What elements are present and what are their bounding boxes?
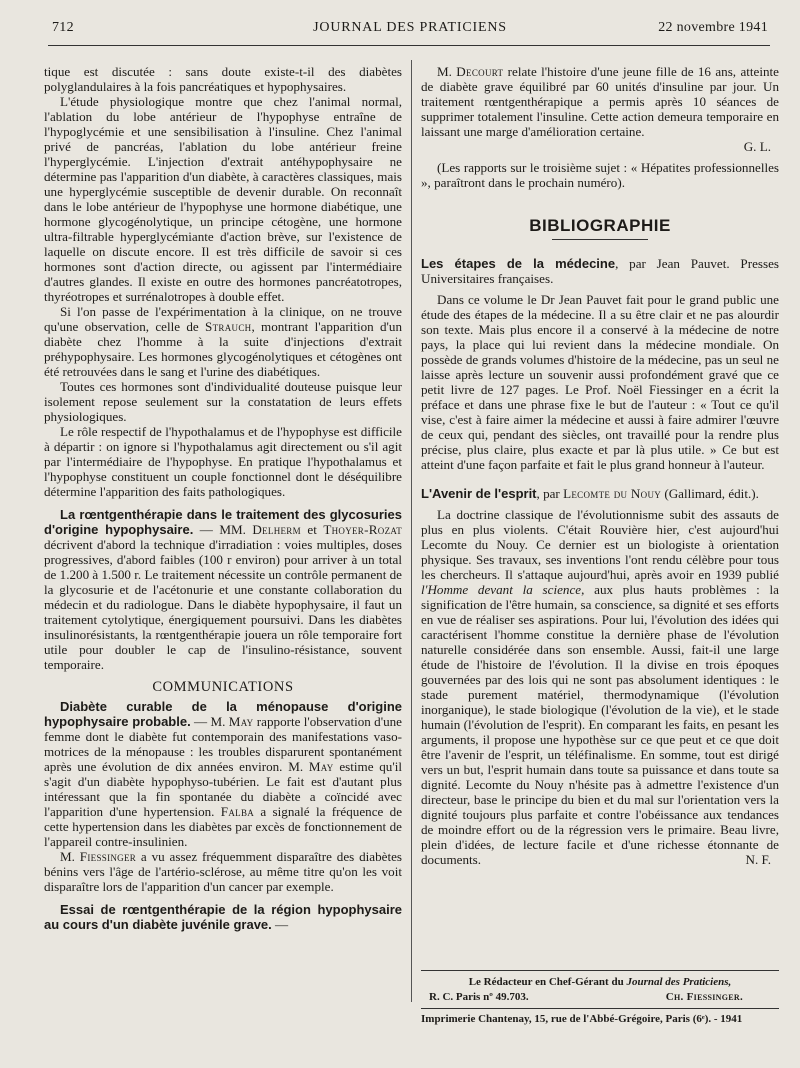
footer-rule-top [421, 970, 779, 971]
paragraph: Si l'on passe de l'expérimentation à la clinique, on ne trouve qu'une observation, celle de Strauch, montrant l'apparition d'un diabète chez l'homme à la suite d'injections d'extrait préhypophysaire. Les hormones glycogénolytiques et cétogènes ont été retrouvées dans le sang et l'urine des diabétiques. [44, 304, 402, 379]
paragraph: M. Fiessinger a vu assez fréquemment disparaître des diabètes bénins vers l'âge de l'artério-sclérose, au même titre qu'on les voit disparaître lors de l'apparition d'un cancer par exemple. [44, 849, 402, 894]
author-name: May [308, 759, 334, 774]
section-heading: Essai de rœntgenthérapie de la région hypophysaire au cours d'un diabète juvénile grave. [44, 902, 402, 932]
page-number: 712 [52, 20, 74, 35]
gerant-name: Ch. Fiessinger. [665, 991, 743, 1003]
section-heading: Diabète curable de la ménopause d'origine hypophysaire probable. [44, 699, 402, 729]
signature: N. F. [745, 852, 771, 867]
author-name: Strauch [205, 319, 252, 334]
paragraph: Dans ce volume le Dr Jean Pauvet fait pour le grand public une étude des étapes de la médecine. Il a su être clair et ne pas alourdir son texte. Mais plus encore il a conservé à la médecine de notre pays, la place qui lui revient dans la médecine mondiale. On possède de grands volumes d'histoire de la médecine, pas un seul ne laisse après lecture un souvenir aussi profondément gravé que ce petit livre de 127 pages. Le Prof. Noël Fiessinger en a écrit la préface et dans une phrase fixe le but de l'auteur : « Tout ce qu'il vise, c'est à faire aimer la médecine et aussi à faire admirer l'œuvre de ceux qui, pendant des siècles, ont travaillé pour la rendre plus précise, plus claire, plus exacte et par là plus utile. » Ce but est atteint d'une façon parfaite et fait le plus grand honneur à l'auteur. [421, 292, 779, 472]
right-column [421, 64, 779, 867]
paragraph: (Les rapports sur le troisième sujet : « Hépatites professionnelles », paraîtront dans le prochain numéro). [421, 160, 779, 190]
author-name: Falba [220, 804, 255, 819]
bibliography-title: BIBLIOGRAPHIE [529, 216, 671, 235]
printer-line: Imprimerie Chantenay, 15, rue de l'Abbé-Grégoire, Paris (6ᵉ). - 1941 [421, 1013, 743, 1025]
bibliography-rule [552, 239, 648, 240]
bibliography-header [421, 218, 779, 240]
book-entry: L'Avenir de l'esprit, par Lecomte du Nouy (Gallimard, édit.). [421, 486, 759, 501]
author-name: Lecomte du Nouy [563, 486, 662, 501]
paragraph: La rœntgenthérapie dans le traitement des glycosuries d'origine hypophysaire. — MM. Delherm et Thoyer-Rozat décrivent d'abord la technique d'irradiation : voies multiples, doses progressives, d'abord faibles (100 r environ) pour arriver à un total de 1.200 à 1.500 r. Le traitement nécessite un contrôle permanent de la glycosurie et de l'acétonurie et une constante collaboration du médecin et du radiologue. Dans le diabète hypophysaire, il faut un traitement cytolytique, énergiquement poursuivi. Dans les diabètes insulinorésistants, la rœntgenthérapie jouera un rôle temporaire fort utile pour doubler le cap de l'insulino-résistance, souvent temporaire. [44, 507, 402, 672]
section-heading: La rœntgenthérapie dans le traitement des glycosuries d'origine hypophysaire. [44, 507, 402, 537]
author-name: Fiessinger [79, 849, 137, 864]
author-name: May [228, 714, 254, 729]
journal-title: JOURNAL DES PRATICIENS [313, 20, 507, 35]
paragraph: Essai de rœntgenthérapie de la région hypophysaire au cours d'un diabète juvénile grave. — [44, 902, 402, 932]
signature: G. L. [743, 139, 771, 154]
paragraph: L'étude physiologique montre que chez l'animal normal, l'ablation du lobe antérieur de l'hypophyse entraîne de l'hypoglycémie et une sensibilisation à l'insuline. Chez l'animal privé de pancréas, l'ablation du lobe antérieur freine l'hyperglycémie. L'injection d'extrait antéhypophysaire ne détermine pas l'apparition d'un diabète, à caractères classiques, mais une hyperglycémie susceptible de devenir durable. On reconnaît dans le lobe antérieur de l'hypophyse une hormone diabétique, une hormone glycogénolytique, un principe cétogène, une hormone ultra-filtrable hyperglycémiante d'action brève, sur l'existence de laquelle on discute encore. Il est très difficile de savoir si ces hormones sont d'action directe, ou agissent par l'intermédiaire d'autres glandes. Il existe en outre des hormones pancréatotropes, thyréotropes et surrénalotropes à double effet. [44, 94, 402, 304]
cited-book: l'Homme devant la science [421, 582, 582, 597]
report-roentgen-juvenile [44, 902, 402, 932]
book-title: L'Avenir de l'esprit [421, 486, 537, 501]
paragraph: M. Decourt relate l'histoire d'une jeune fille de 16 ans, atteinte de diabète grave équilibré par 60 unités d'insuline par jour. Un traitement rœntgenthérapique a permis après 10 séances de supprimer totalement l'insuline. Cette action demeura temporaire en laissant une marge d'amélioration certaine. [421, 64, 779, 139]
running-head [52, 18, 768, 42]
book-entry: Les étapes de la médecine, par Jean Pauvet. Presses Universitaires françaises. [421, 256, 779, 286]
paragraph: Le rôle respectif de l'hypothalamus et de l'hypophyse est difficile à départir : on ignore si l'hypothalamus agit directement ou s'il agit par l'intermédiaire de l'hypophyse. En pratique l'hypothalamus et l'hypophyse constituent un couple fonctionnel dont le déséquilibre détermine l'apparition des faits pathologiques. [44, 424, 402, 499]
author-name: Decourt [456, 64, 504, 79]
report-roentgen-glycosuries [44, 507, 402, 672]
paragraph: Diabète curable de la ménopause d'origine hypophysaire probable. — M. May rapporte l'observation d'une femme dont le diabète fut contemporain des manifestations vaso-motrices de la ménopause : les troubles disparurent spontanément après une évolution de dix années environ. M. May estime qu'il s'agit d'un diabète hypophyso-tubérien. Le fait est d'autant plus intéressant que la fin spontanée du diabète a coïncidé avec l'apparition d'une hypertension. Falba a signalé la fréquence de cette hypertension dans les diabètes par excès de fonctionnement de l'appareil contre-insulinien. [44, 699, 403, 849]
communications-heading: COMMUNICATIONS [152, 679, 294, 695]
footer-rule-bottom [421, 1008, 779, 1009]
left-column [44, 64, 402, 932]
author-name: Delherm [252, 522, 301, 537]
author-name: Thoyer-Rozat [323, 522, 402, 537]
column-divider [411, 60, 412, 1002]
header-rule [48, 45, 770, 46]
paragraph: Toutes ces hormones sont d'individualité douteuse puisque leur isolement repose seulement sur la constatation de leurs effets physiologiques. [44, 379, 402, 424]
editor-line: Le Rédacteur en Chef-Gérant du Journal des Praticiens, [468, 976, 732, 988]
issue-date: 22 novembre 1941 [658, 20, 768, 35]
paragraph: tique est discutée : sans doute existe-t-il des diabètes polyglandulaires à la fois pancréatiques et hypophysaires. [44, 64, 402, 94]
registry-line [421, 991, 779, 1003]
book-title: Les étapes de la médecine [421, 256, 616, 271]
registry-number: R. C. Paris nº 49.703. [429, 991, 529, 1003]
paragraph: La doctrine classique de l'évolutionnisme subit des assauts de plus en plus violents. C'était Rouvière hier, c'est aujourd'hui Lecomte du Nouy. Ce dernier est un biologiste à orientation physique. Ses travaux, ses inventions l'ont rendu célèbre pour tous les chercheurs. Il s'attaque aujourd'hui, après avoir en 1939 publié l'Homme devant la science, aux plus hauts problèmes : la signification de l'être humain, sa conscience, sa dignité et ses efforts en vue de réaliser ses aspirations. Pour lui, l'évolution des idées qui caractérisent l'homme constitue la dernière phase de l'évolution naturelle considérée dans son ensemble. Aussi, fait-il une large étude de l'histoire de l'évolution. Il la divise en trois époques gouvernées par des lois qui ne sont pas absolument identiques : le stade purement matériel, thermodynamique (l'évolution inorganique), le stade biologique (l'évolution de la vie), et le stade humain (l'évolution de l'esprit). En comparant les faits, en pesant les arguments, il propose une hypothèse sur ce que peut et ce que doit être l'avenir de l'esprit, un téléfinalisme. En somme, tout est dirigé vers un but, l'esprit humain dans toute sa puissance et dans toute sa dignité. Lecomte du Nouy n'hésite pas à admettre l'existence d'un directeur, base le principe du bien et du mal sur l'orientation vers la dignité toujours plus parfaite et contre l'obéissance aux tendances de moindre effort ou de la régression vers le primaire. Beau livre, plein d'idées, de lecture facile et d'une richesse étonnante de documents. [421, 507, 779, 867]
